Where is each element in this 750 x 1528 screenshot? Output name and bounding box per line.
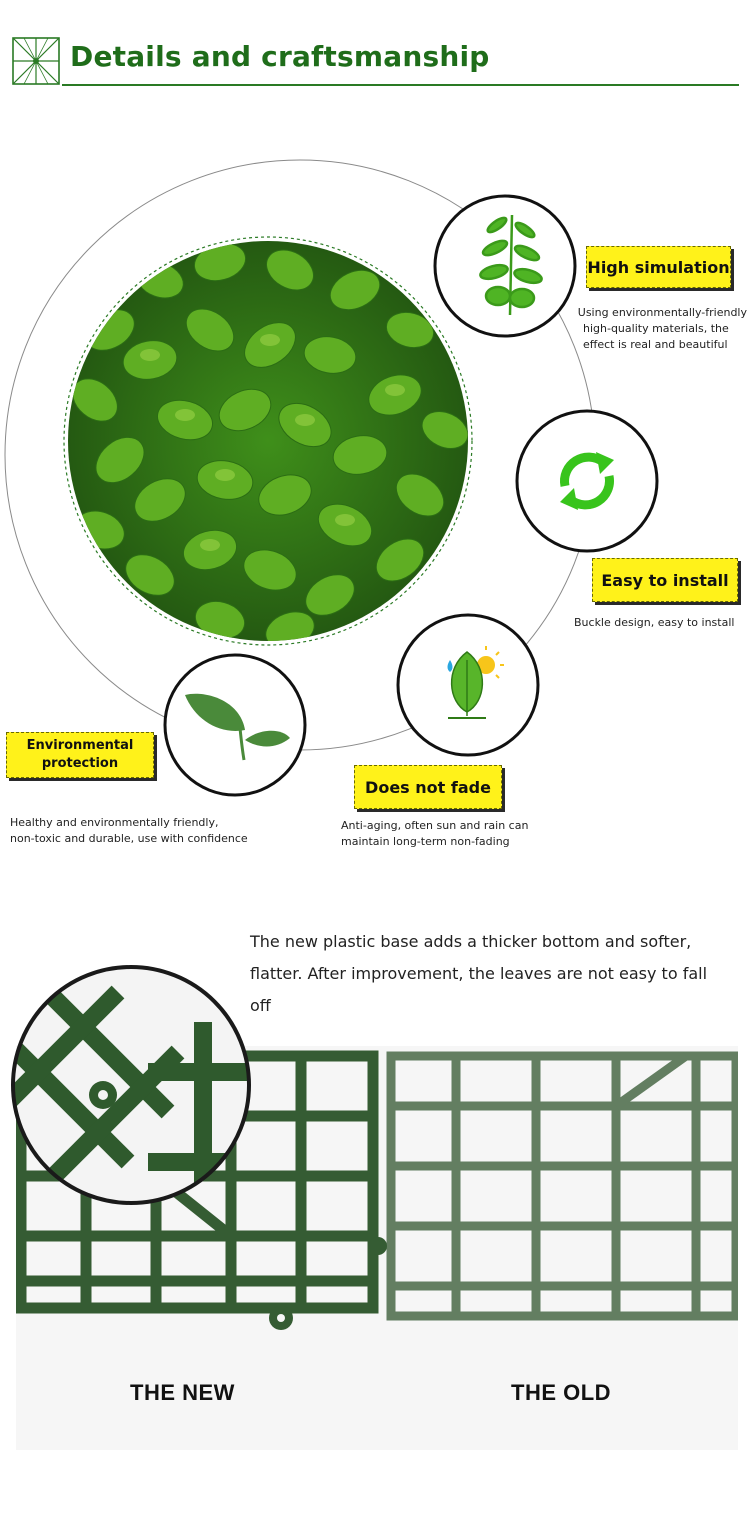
environmental-protection-label [6,732,154,778]
environmental-protection-label-line: Environmental [26,738,134,753]
description-line: Buckle design, easy to install [574,616,735,629]
description-line: high-quality materials, the [583,322,729,335]
description-line: maintain long-term non-fading [341,835,510,848]
high-simulation-label-text: High simulation [587,257,730,277]
easy-install-icon-circle [517,411,657,551]
high-simulation-description [575,305,747,353]
easy-install-label-text: Easy to install [601,570,729,590]
does-not-fade-icon-circle [398,615,538,755]
environmental-protection-description [10,815,280,847]
description-line: effect is real and beautiful [583,338,728,351]
does-not-fade-label [354,765,502,809]
header-divider [62,84,739,86]
boxwood-leaf-photo [64,237,474,655]
page-title: Details and craftsmanship [70,40,490,73]
description-line: Using environmentally-friendly [577,306,747,319]
base-improvement-paragraph: The new plastic base adds a thicker bottom and softer, flatter. After improvement, the leaves are not easy to fall off [250,932,708,1015]
description-line: non-toxic and durable, use with confidence [10,832,248,845]
does-not-fade-label-text: Does not fade [365,777,491,797]
environmental-protection-label-line: protection [41,756,119,771]
high-simulation-icon-circle [435,196,575,336]
easy-install-label [592,558,738,602]
the-new-label: THE NEW [130,1380,235,1405]
environmental-icon-circle [165,655,305,795]
magnified-base-detail [8,962,254,1208]
star-grid-icon [12,37,60,85]
the-old-label: THE OLD [511,1380,612,1405]
easy-install-description [574,615,746,631]
description-line: Anti-aging, often sun and rain can [341,819,529,832]
does-not-fade-description [341,818,561,850]
description-line: Healthy and environmentally friendly, [10,816,219,829]
high-simulation-label [586,246,731,288]
